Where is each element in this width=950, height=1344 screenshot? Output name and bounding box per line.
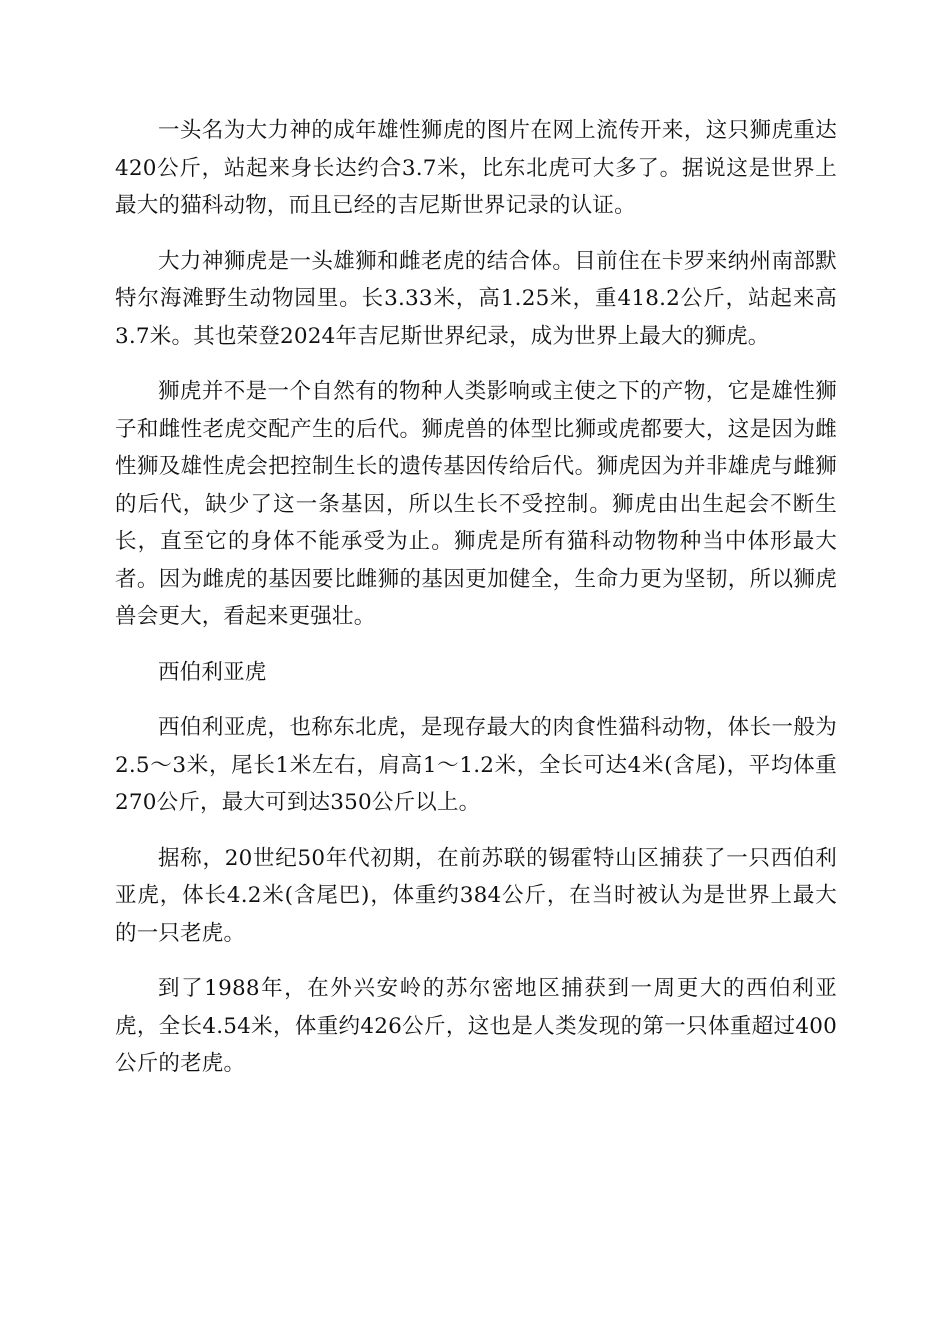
section-heading-siberian-tiger: 西伯利亚虎 [158,659,267,685]
paragraph-1988-capture: 到了1988年，在外兴安岭的苏尔密地区捕获到一周更大的西伯利亚虎，全长4.54米，体重约426公斤，这也是人类发现的第一只体重超过400公斤的老虎。 [115,976,837,1076]
paragraph-liger-genetics: 狮虎并不是一个自然有的物种人类影响或主使之下的产物，它是雄性狮子和雌性老虎交配产生的后代。狮虎兽的体型比狮或虎都要大，这是因为雌性狮及雄性虎会把控制生长的遗传基因传给后代。狮虎因为并非雄虎与雌狮的后代，缺少了这一条基因，所以生长不受控制。狮虎由出生起会不断生长，直至它的身体不能承受为止。狮虎是所有猫科动物物种当中体形最大者。因为雌虎的基因要比雌狮的基因更加健全，生命力更为坚韧，所以狮虎兽会更大，看起来更强壮。 [115,379,837,629]
paragraph-hercules-liger: 大力神狮虎是一头雄狮和雌老虎的结合体。目前住在卡罗来纳州南部默特尔海滩野生动物园里。长3.33米，高1.25米，重418.2公斤，站起来高3.7米。其也荣登2024年吉尼斯世界纪录，成为世界上最大的狮虎。 [115,248,837,349]
paragraph-siberian-tiger-size: 西伯利亚虎，也称东北虎，是现存最大的肉食性猫科动物，体长一般为2.5～3米，尾长1米左右，肩高1～1.2米，全长可达4米(含尾)，平均体重270公斤，最大可到达350公斤以上。 [115,715,837,815]
paragraph-ligers-intro: 一头名为大力神的成年雄性狮虎的图片在网上流传开来，这只狮虎重达420公斤，站起来身长达约合3.7米，比东北虎可大多了。据说这是世界上最大的猫科动物，而且已经的吉尼斯世界记录的认证。 [115,118,837,218]
paragraph-1950s-capture: 据称，20世纪50年代初期，在前苏联的锡霍特山区捕获了一只西伯利亚虎，体长4.2米(含尾巴)，体重约384公斤，在当时被认为是世界上最大的一只老虎。 [115,845,837,946]
document-body [115,112,837,1101]
